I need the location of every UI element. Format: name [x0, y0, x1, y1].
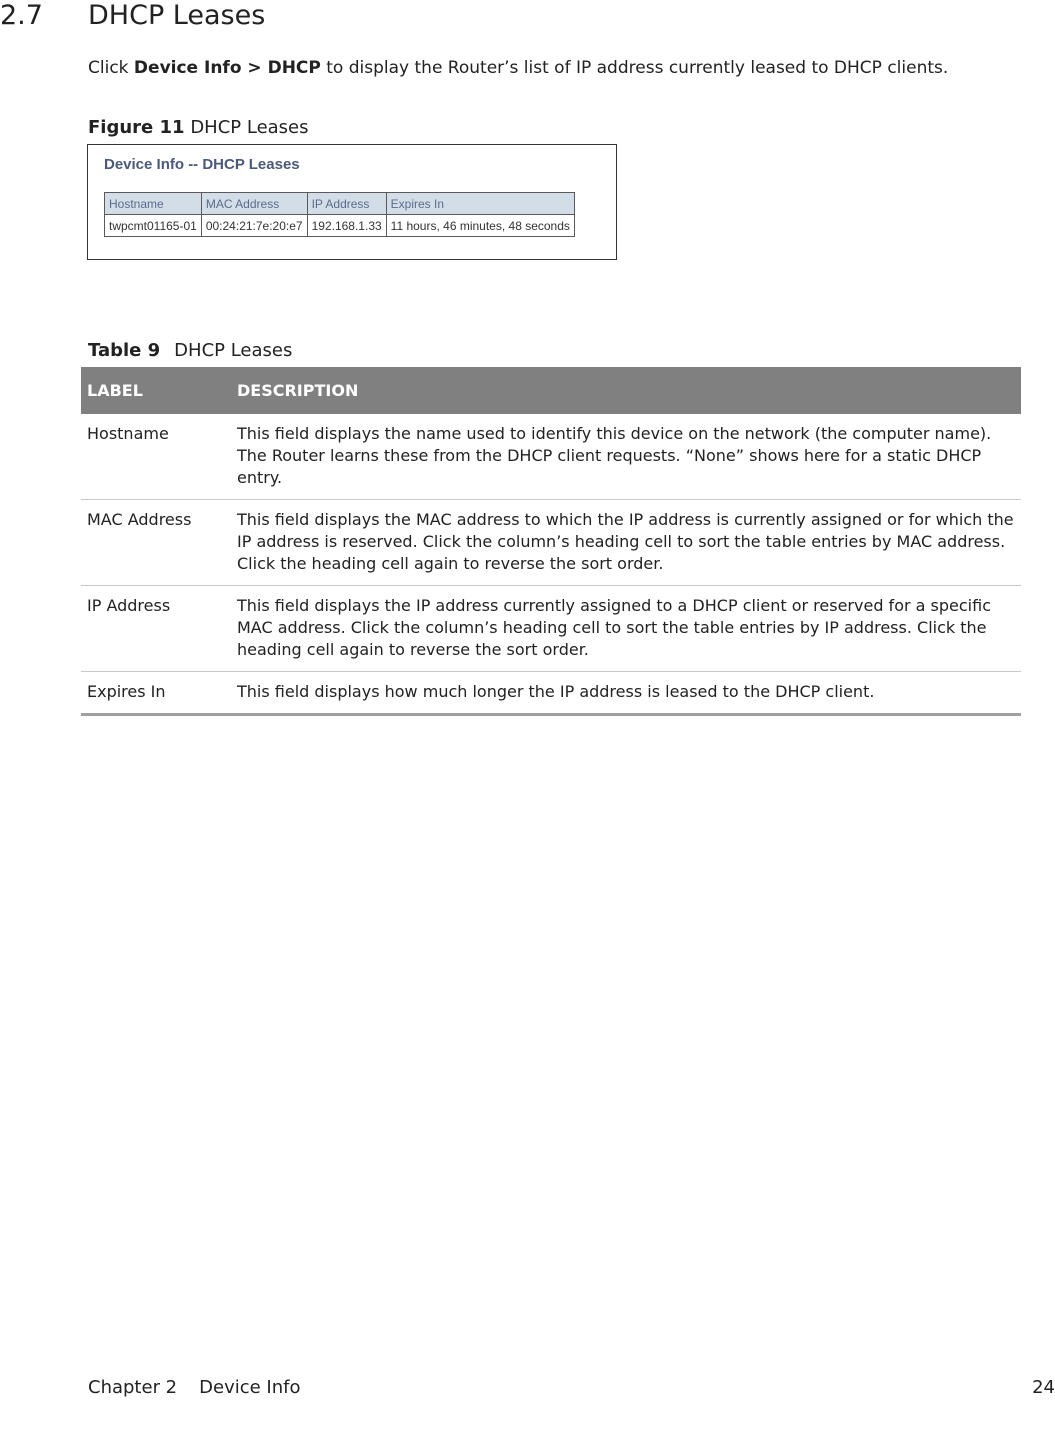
header-label: LABEL	[81, 367, 231, 414]
intro-paragraph	[88, 58, 948, 78]
footer-section: Device Info	[199, 1377, 301, 1398]
screen-title: Device Info -- DHCP Leases	[104, 156, 300, 173]
section-title: DHCP Leases	[88, 0, 266, 31]
section-heading	[0, 0, 265, 31]
description-table	[81, 367, 1021, 716]
lease-hostname: twpcmt01165-01	[105, 215, 202, 237]
figure-label: Figure 11	[88, 117, 185, 138]
lease-expires: 11 hours, 46 minutes, 48 seconds	[386, 215, 574, 237]
table-row	[81, 414, 1021, 500]
page-number: 24	[1032, 1377, 1055, 1398]
header-description: DESCRIPTION	[231, 367, 1021, 414]
page-footer-chapter	[88, 1377, 301, 1398]
col-hostname[interactable]: Hostname	[105, 193, 202, 215]
table-title: DHCP Leases	[174, 340, 293, 361]
section-number: 2.7	[0, 0, 43, 31]
row-description: This field displays the name used to identify this device on the network (the computer name). The Router learns these from the DHCP client requests. “None” shows here for a static DHCP entry.	[231, 414, 1021, 500]
col-mac-address[interactable]: MAC Address	[201, 193, 307, 215]
lease-ip: 192.168.1.33	[307, 215, 386, 237]
description-header-row	[81, 367, 1021, 414]
table-row	[81, 500, 1021, 586]
leases-table	[104, 192, 575, 237]
row-label: Hostname	[81, 414, 231, 500]
figure-caption	[88, 117, 309, 138]
table-row	[81, 586, 1021, 672]
intro-suffix: to display the Router’s list of IP address currently leased to DHCP clients.	[320, 58, 949, 78]
menu-path: Device Info > DHCP	[133, 58, 321, 78]
figure-title: DHCP Leases	[190, 117, 309, 138]
lease-mac: 00:24:21:7e:20:e7	[201, 215, 307, 237]
footer-chapter: Chapter 2	[88, 1377, 178, 1398]
table-caption	[88, 340, 292, 361]
table-row	[81, 672, 1021, 715]
intro-prefix: Click	[88, 58, 134, 78]
leases-header-row	[105, 193, 575, 215]
table-label: Table 9	[88, 340, 161, 361]
row-label: Expires In	[81, 672, 231, 715]
row-label: IP Address	[81, 586, 231, 672]
row-label: MAC Address	[81, 500, 231, 586]
lease-row	[105, 215, 575, 237]
col-expires-in[interactable]: Expires In	[386, 193, 574, 215]
row-description: This field displays the MAC address to which the IP address is currently assigned or for which the IP address is reserved. Click the column’s heading cell to sort the table entries by MAC address. Click the heading cell again to reverse the sort order.	[231, 500, 1021, 586]
row-description: This field displays the IP address currently assigned to a DHCP client or reserved for a specific MAC address. Click the column’s heading cell to sort the table entries by IP address. Click the heading cell again to reverse the sort order.	[231, 586, 1021, 672]
dhcp-leases-screenshot	[87, 144, 617, 260]
col-ip-address[interactable]: IP Address	[307, 193, 386, 215]
row-description: This field displays how much longer the IP address is leased to the DHCP client.	[231, 672, 1021, 715]
